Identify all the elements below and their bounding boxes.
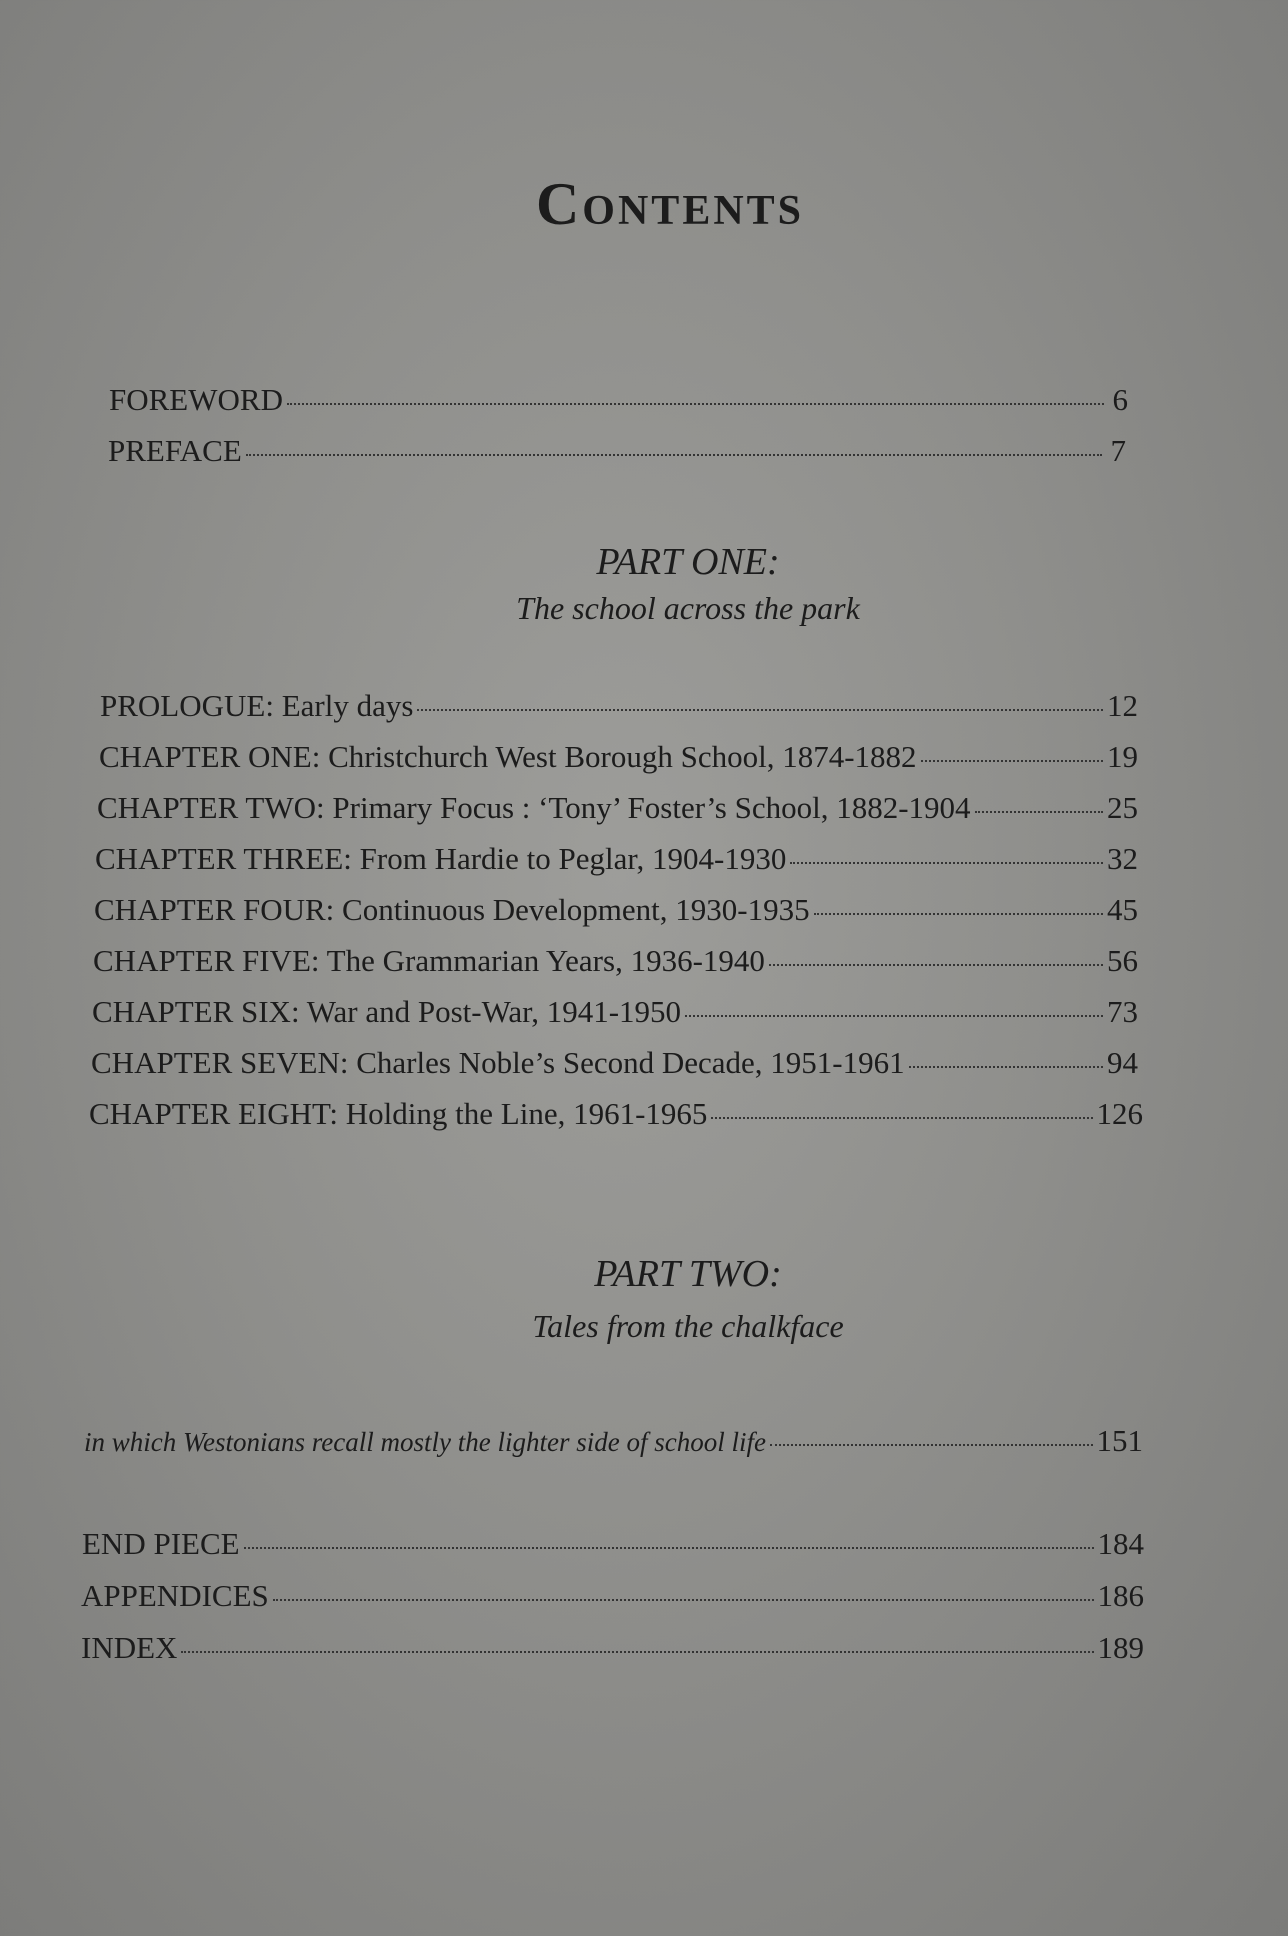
toc-entry	[95, 841, 1138, 877]
page-title: Contents	[535, 171, 805, 237]
entry-page: 186	[1097, 1578, 1144, 1613]
dot-leader	[814, 913, 1103, 915]
entry-page: 73	[1107, 994, 1138, 1029]
part-two-subtitle: Tales from the chalkface	[532, 1308, 844, 1344]
toc-entry	[93, 943, 1138, 979]
entry-page: 56	[1107, 943, 1138, 978]
entry-page: 151	[1096, 1423, 1143, 1458]
toc-entry-preface	[108, 433, 1126, 469]
dot-leader	[790, 862, 1103, 864]
toc-entry	[89, 1096, 1143, 1132]
toc-entry-part-two	[84, 1423, 1143, 1459]
entry-page: 32	[1107, 841, 1138, 876]
part-one-heading: PART ONE:	[596, 541, 780, 583]
entry-page: 189	[1097, 1630, 1144, 1665]
entry-label: CHAPTER TWO: Primary Focus : ‘Tony’ Foster’s School, 1882-1904	[97, 790, 971, 825]
entry-label: INDEX	[81, 1630, 178, 1665]
dot-leader	[246, 454, 1102, 456]
entry-page: 6	[1112, 382, 1128, 417]
entry-label: PREFACE	[108, 433, 242, 468]
dot-leader	[181, 1651, 1093, 1653]
toc-entry	[91, 1045, 1138, 1081]
dot-leader	[711, 1117, 1092, 1119]
toc-entry	[99, 739, 1138, 775]
toc-entry	[97, 790, 1138, 826]
entry-page: 12	[1107, 688, 1138, 723]
toc-entry-foreword	[109, 382, 1128, 418]
dot-leader	[921, 760, 1103, 762]
dot-leader	[975, 811, 1103, 813]
entry-label: CHAPTER ONE: Christchurch West Borough School, 1874-1882	[99, 739, 917, 774]
entry-label: APPENDICES	[81, 1578, 269, 1613]
entry-page: 7	[1110, 433, 1126, 468]
entry-label: CHAPTER SIX: War and Post-War, 1941-1950	[92, 994, 682, 1029]
part-one-subtitle: The school across the park	[516, 590, 860, 626]
dot-leader	[273, 1599, 1094, 1601]
entry-label: PROLOGUE: Early days	[100, 688, 414, 723]
toc-entry-index	[81, 1630, 1144, 1666]
entry-page: 184	[1097, 1526, 1144, 1561]
entry-page: 19	[1107, 739, 1138, 774]
entry-label: CHAPTER SEVEN: Charles Noble’s Second Decade, 1951-1961	[91, 1045, 905, 1080]
entry-label: END PIECE	[82, 1526, 240, 1561]
toc-entry-end-piece	[82, 1526, 1144, 1562]
part-two-heading: PART TWO:	[594, 1253, 782, 1295]
toc-entry	[94, 892, 1138, 928]
dot-leader	[770, 1444, 1093, 1446]
entry-page: 94	[1107, 1045, 1138, 1080]
entry-label: CHAPTER FIVE: The Grammarian Years, 1936-1940	[93, 943, 765, 978]
toc-entry	[100, 688, 1138, 724]
dot-leader	[769, 964, 1103, 966]
entry-page: 126	[1096, 1096, 1143, 1131]
dot-leader	[244, 1547, 1094, 1549]
entry-label: CHAPTER EIGHT: Holding the Line, 1961-1965	[89, 1096, 708, 1131]
dot-leader	[417, 709, 1103, 711]
entry-label: in which Westonians recall mostly the lighter side of school life	[84, 1427, 766, 1457]
entry-page: 25	[1107, 790, 1138, 825]
toc-entry-appendices	[81, 1578, 1144, 1614]
entry-page: 45	[1107, 892, 1138, 927]
dot-leader	[685, 1015, 1103, 1017]
dot-leader	[909, 1066, 1103, 1068]
entry-label: CHAPTER THREE: From Hardie to Peglar, 1904-1930	[95, 841, 787, 876]
entry-label: FOREWORD	[109, 382, 283, 417]
toc-entry	[92, 994, 1138, 1030]
entry-label: CHAPTER FOUR: Continuous Development, 1930-1935	[94, 892, 810, 927]
dot-leader	[287, 403, 1104, 405]
